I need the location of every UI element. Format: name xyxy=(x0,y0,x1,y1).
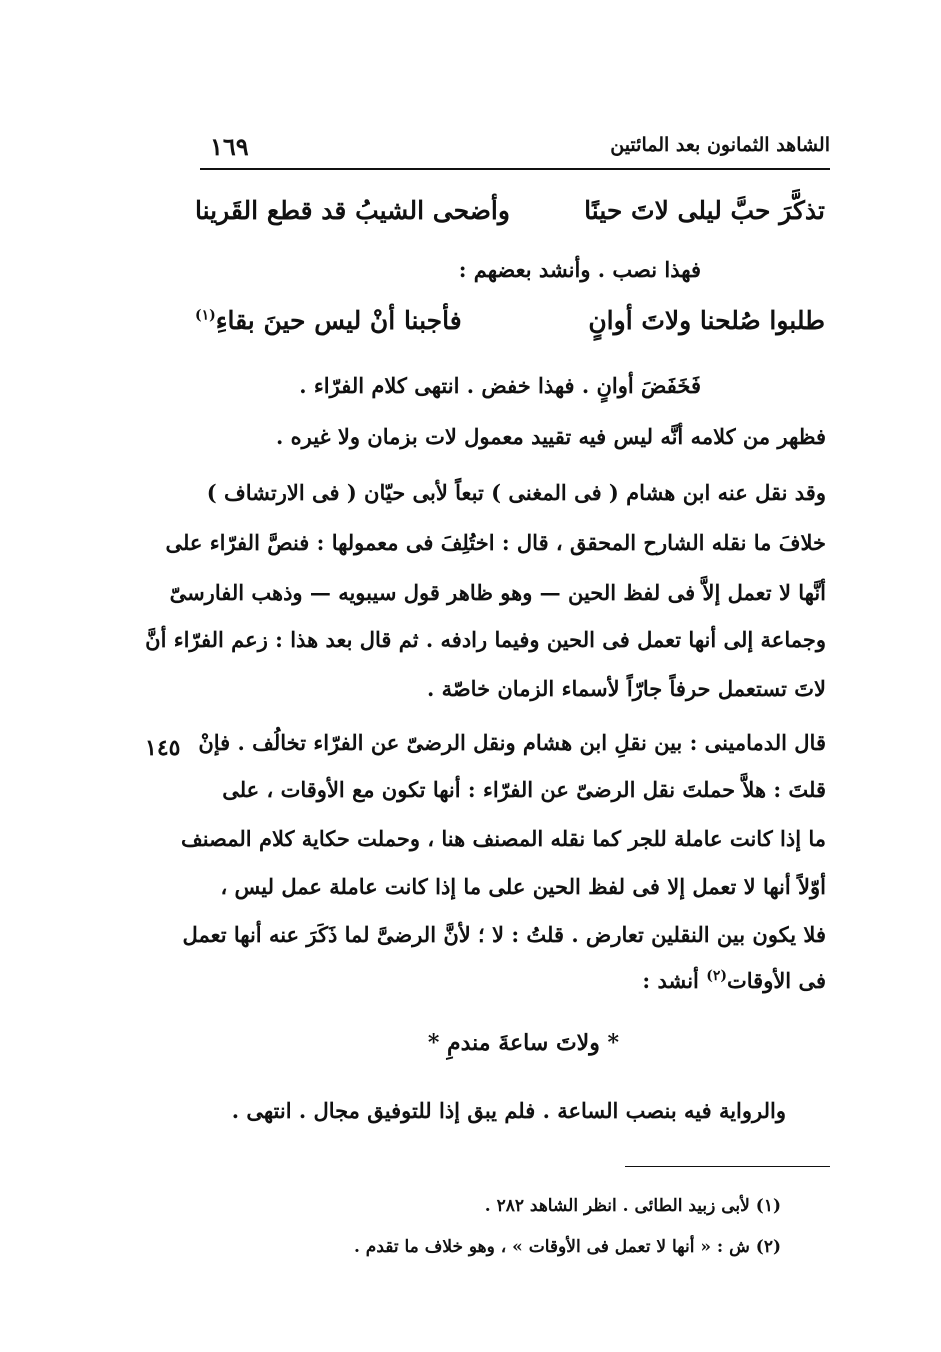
page-header xyxy=(200,134,830,164)
text-line-14 xyxy=(642,968,826,993)
verse-2-first-hemistich: طلبوا صُلحنا ولاتَ أوانٍ xyxy=(588,306,825,335)
verse-2-second-hemistich-text: فأجبنا أنْ ليس حينَ بقاءِ xyxy=(215,306,462,335)
verse-2-second-hemistich xyxy=(195,306,462,335)
text-line-13: فلا يكون بين النقلين تعارض . قلتُ : لا ؛ لأنَّ الرضىَّ لما ذَكَرَ عنه أنها تعمل xyxy=(182,922,826,947)
footnote-1: (١) لأبى زبيد الطائى . انظر الشاهد ٢٨٢ . xyxy=(484,1196,781,1216)
text-line-1: فهذا نصب . وأنشد بعضهم : xyxy=(458,257,701,282)
text-line-14-b: أنشد : xyxy=(642,968,707,993)
text-line-14-a: فى الأوقات xyxy=(726,968,826,993)
margin-number: ١٤٥ xyxy=(145,735,181,761)
verse-2 xyxy=(195,306,825,346)
text-line-6: أنَّها لا تعمل إلاَّ فى لفظ الحين — وهو ظاهر قول سيبويه — وذهب الفارسىّ xyxy=(169,580,826,605)
running-title: الشاهد الثمانون بعد المائتين xyxy=(610,134,830,156)
text-line-12: أوّلاً أنها لا تعمل إلا فى لفظ الحين على ما إذا كانت عاملة عمل ليس ، xyxy=(220,874,826,899)
text-line-3: فظهر من كلامه أنَّه ليس فيه تقييد معمول لات بزمان ولا غيره . xyxy=(276,424,826,449)
text-line-5: خلافَ ما نقله الشارح المحقق ، قال : اختُلِفَ فى معمولها : فنصَّ الفرّاء على xyxy=(165,530,826,555)
text-line-15: والرواية فيه بنصب الساعة . فلم يبق إذا للتوفيق مجال . انتهى . xyxy=(231,1098,786,1123)
text-line-4: وقد نقل عنه ابن هشام ( فى المغنى ) تبعاً لأبى حيّان ( فى الارتشاف ) xyxy=(206,480,826,505)
text-line-7: وجماعة إلى أنها تعمل فى الحين وفيما رادفه . ثم قال بعد هذا : زعم الفرّاء أنَّ xyxy=(145,627,826,652)
footnote-ref-1: (١) xyxy=(195,307,216,324)
header-rule xyxy=(200,168,830,170)
verse-1-first-hemistich: تذكَّرَ حبَّ ليلى لاتَ حينًا xyxy=(584,196,825,225)
page-number: ١٦٩ xyxy=(210,132,249,161)
footnote-rule xyxy=(625,1166,830,1167)
footnote-2: (٢) ش : « أنها لا تعمل فى الأوقات » ، وهو خلاف ما تقدم . xyxy=(353,1237,781,1257)
footnote-ref-2: (٢) xyxy=(706,968,727,984)
text-line-10: قلتَ : هلاَّ حملتَ نقل الرضىّ عن الفرّاء : أنها تكون مع الأوقات ، على xyxy=(222,777,826,802)
verse-1 xyxy=(195,196,825,236)
text-line-8: لاتَ تستعمل حرفاً جارّاً لأسماء الزمان خاصّة . xyxy=(426,676,826,701)
text-line-9: قال الدمامينى : بين نقلِ ابن هشام ونقل الرضىّ عن الفرّاء تخالُف . فإنْ xyxy=(198,730,826,755)
text-line-2: فَخَفَضَ أوانٍ . فهذا خفض . انتهى كلام الفرّاء . xyxy=(299,373,701,398)
verse-1-second-hemistich: وأضحى الشيبُ قد قطع القَرينا xyxy=(195,196,510,225)
quoted-hemistich: * ولاتَ ساعةَ مندمِ * xyxy=(427,1030,619,1056)
text-line-11: ما إذا كانت عاملة للجر كما نقله المصنف هنا ، وحملت حكاية كلام المصنف xyxy=(180,826,826,851)
